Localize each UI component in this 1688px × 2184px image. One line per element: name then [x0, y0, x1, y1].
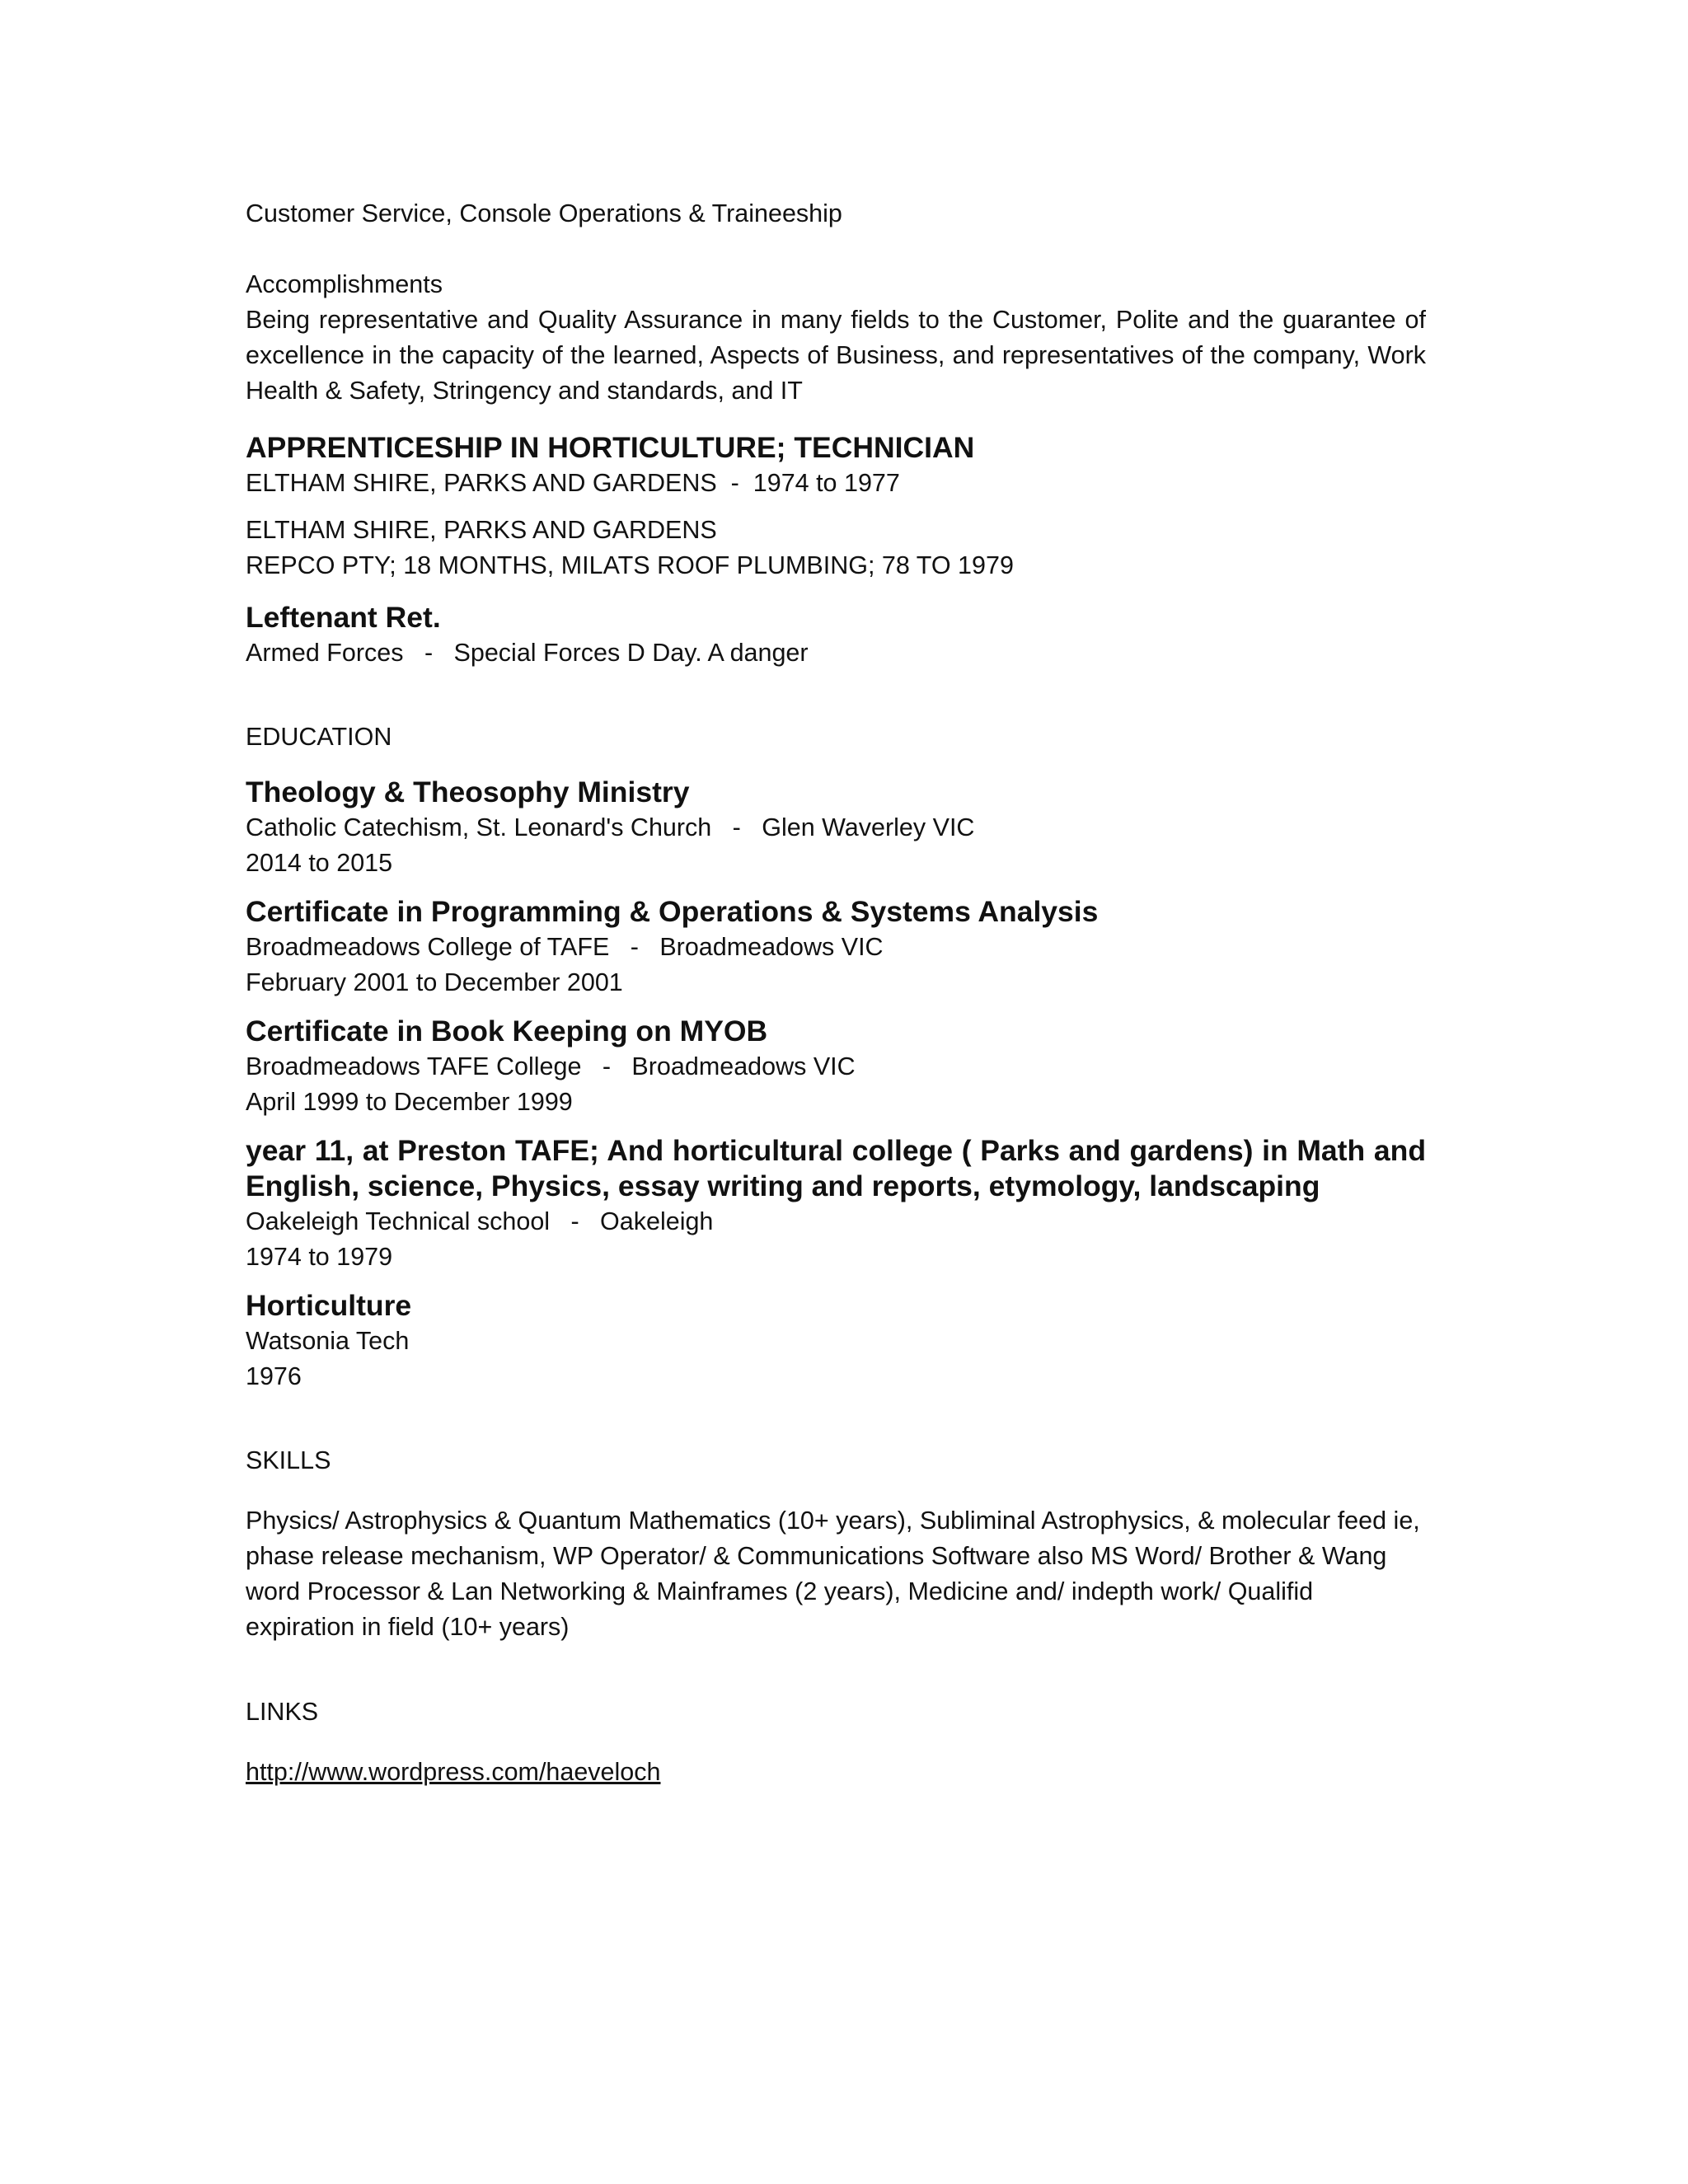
experience-title: APPRENTICESHIP IN HORTICULTURE; TECHNICIAN [246, 431, 975, 464]
education-school: Oakeleigh Technical school - Oakeleigh [246, 1207, 714, 1235]
education-entry [246, 894, 1426, 1001]
skills-heading: SKILLS [246, 1446, 331, 1474]
education-dates: 1974 to 1979 [246, 1243, 393, 1271]
experience-entry [246, 600, 1426, 671]
accomplishments-label: Accomplishments [246, 270, 443, 298]
education-title: Certificate in Book Keeping on MYOB [246, 1015, 768, 1047]
education-school: Broadmeadows TAFE College - Broadmeadows VIC [246, 1052, 856, 1080]
education-title: Horticulture [246, 1289, 412, 1322]
education-school: Catholic Catechism, St. Leonard's Church - Glen Waverley VIC [246, 813, 975, 841]
experience-title: Leftenant Ret. [246, 601, 441, 634]
resume-page [246, 196, 1426, 1790]
accomplishments-text: Being representative and Quality Assurance in many fields to the Customer, Polite and the guarantee of excellence in the capacity of the learned, Aspects of Business, and representatives of the company, Work Health & Safety, Stringency and standards, and IT [246, 306, 1426, 405]
education-dates: April 1999 to December 1999 [246, 1088, 573, 1116]
experience-entry [246, 430, 1426, 583]
links-heading: LINKS [246, 1698, 319, 1726]
education-entry [246, 1133, 1426, 1275]
education-title: Theology & Theosophy Ministry [246, 776, 690, 808]
experience-employer: ELTHAM SHIRE, PARKS AND GARDENS - 1974 to 1977 [246, 469, 900, 497]
wordpress-link[interactable]: http://www.wordpress.com/haeveloch [246, 1758, 661, 1786]
education-entry [246, 775, 1426, 881]
education-dates: 2014 to 2015 [246, 849, 393, 877]
education-entry [246, 1288, 1426, 1394]
education-heading: EDUCATION [246, 723, 392, 751]
education-title: year 11, at Preston TAFE; And horticultural college ( Parks and gardens) in Math and English, science, Physics, essay writing and reports, etymology, landscaping [246, 1134, 1426, 1202]
education-title: Certificate in Programming & Operations & Systems Analysis [246, 895, 1099, 928]
education-dates: February 2001 to December 2001 [246, 968, 623, 996]
summary-headline: Customer Service, Console Operations & Traineeship [246, 199, 842, 227]
experience-employer: Armed Forces - Special Forces D Day. A danger [246, 639, 809, 667]
education-school: Broadmeadows College of TAFE - Broadmeadows VIC [246, 933, 884, 961]
education-entry [246, 1014, 1426, 1120]
experience-detail: ELTHAM SHIRE, PARKS AND GARDENS [246, 516, 717, 544]
education-school: Watsonia Tech [246, 1327, 410, 1355]
education-dates: 1976 [246, 1362, 302, 1390]
experience-detail: REPCO PTY; 18 MONTHS, MILATS ROOF PLUMBING; 78 TO 1979 [246, 551, 1014, 579]
skills-text: Physics/ Astrophysics & Quantum Mathematics (10+ years), Subliminal Astrophysics, & molecular feed ie, phase release mechanism, WP Operator/ & Communications Software also MS Word/ Brother & Wang word Processor & Lan Networking & Mainframes (2 years), Medicine and/ indepth work/ Qualifid expiration in field (10+ years) [246, 1507, 1420, 1641]
